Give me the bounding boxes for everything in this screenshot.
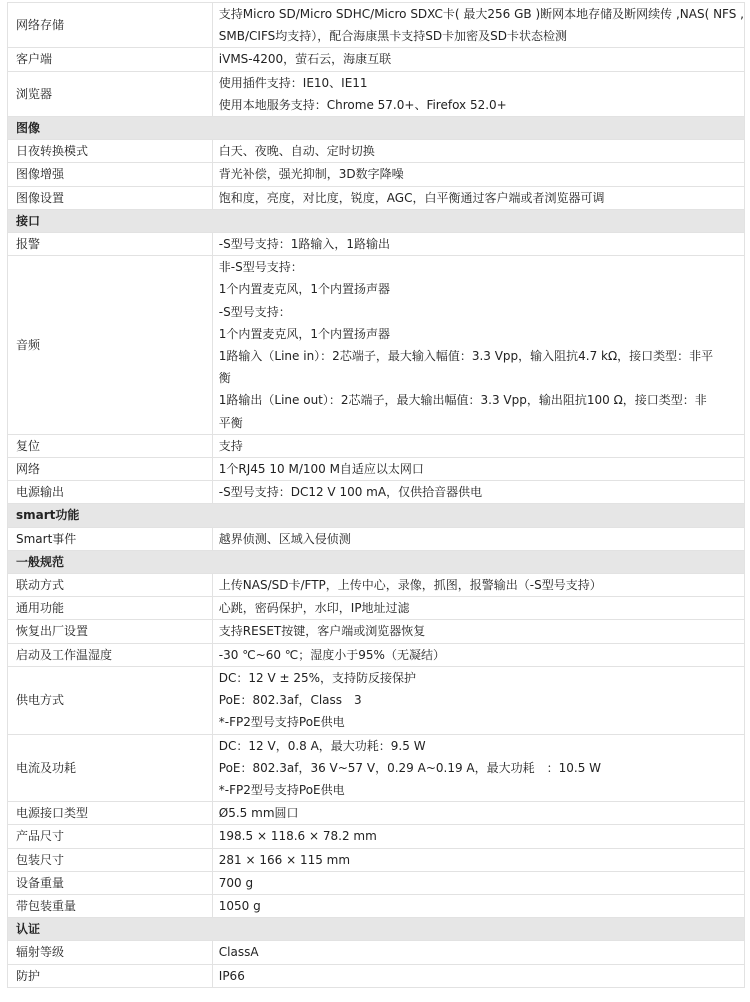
spec-row — [8, 481, 745, 504]
spec-value — [212, 734, 744, 802]
spec-label: 启动及工作温湿度 — [8, 643, 213, 666]
spec-value-line: 平衡 — [218, 415, 243, 430]
spec-label: 辐射等级 — [8, 941, 213, 964]
spec-value-line: PoE：802.3af，Class 3 — [218, 693, 362, 708]
spec-value-line: 支持Micro SD/Micro SDHC/Micro SDXC卡( 最大256 GB )断网本地存储及断网续传 ,NAS( NFS , — [218, 7, 744, 21]
spec-label: 电源接口类型 — [8, 802, 213, 825]
spec-value — [212, 597, 744, 620]
section-title: smart功能 — [8, 504, 745, 527]
spec-row — [8, 871, 745, 894]
spec-label: 图像增强 — [8, 163, 213, 186]
spec-value-line: 1个内置麦克风，1个内置扬声器 — [218, 326, 391, 341]
spec-value — [212, 620, 744, 643]
section-header-row — [8, 918, 745, 941]
section-title: 一般规范 — [8, 550, 745, 573]
spec-value-line: -S型号支持：1路输入，1路输出 — [218, 237, 390, 252]
section-header-row — [8, 117, 745, 140]
section-header-row — [8, 504, 745, 527]
spec-value — [212, 71, 744, 116]
spec-value — [212, 871, 744, 894]
spec-value-line: 衡 — [218, 371, 231, 386]
spec-value-line: *-FP2型号支持PoE供电 — [218, 715, 345, 730]
spec-row — [8, 434, 745, 457]
spec-value — [212, 140, 744, 163]
section-header-row — [8, 550, 745, 573]
spec-label: 网络存储 — [8, 3, 213, 48]
spec-value-line: 饱和度，亮度，对比度，锐度，AGC，白平衡通过客户端或者浏览器可调 — [218, 190, 605, 205]
spec-row — [8, 527, 745, 550]
spec-label: 日夜转换模式 — [8, 140, 213, 163]
spec-value — [212, 802, 744, 825]
spec-value-line: 1路输出（Line out）：2芯端子，最大输出幅值：3.3 Vpp，输出阻抗100 Ω，接口类型：非 — [218, 393, 707, 408]
spec-value-line: 1个内置麦克风，1个内置扬声器 — [218, 282, 391, 297]
spec-label: 供电方式 — [8, 666, 213, 734]
spec-row — [8, 48, 745, 71]
spec-value — [212, 941, 744, 964]
spec-value — [212, 964, 744, 987]
spec-value — [212, 186, 744, 209]
spec-value-line: 1050 g — [218, 898, 261, 913]
spec-value — [212, 666, 744, 734]
spec-table — [7, 2, 745, 988]
spec-row — [8, 574, 745, 597]
spec-row — [8, 825, 745, 848]
spec-value-line: IP66 — [218, 968, 245, 983]
spec-value-line: 281 × 166 × 115 mm — [218, 852, 351, 867]
spec-value — [212, 894, 744, 917]
spec-value-line: 心跳，密码保护，水印，IP地址过滤 — [218, 601, 410, 616]
spec-row — [8, 848, 745, 871]
spec-value-line: *-FP2型号支持PoE供电 — [218, 782, 345, 797]
spec-value — [212, 848, 744, 871]
spec-label: 图像设置 — [8, 186, 213, 209]
spec-value-line: -S型号支持：DC12 V 100 mA，仅供拾音器供电 — [218, 485, 483, 500]
spec-value — [212, 481, 744, 504]
spec-label: Smart事件 — [8, 527, 213, 550]
spec-row — [8, 894, 745, 917]
spec-row — [8, 734, 745, 802]
spec-value-line: 支持 — [218, 438, 243, 453]
spec-value — [212, 163, 744, 186]
spec-row — [8, 620, 745, 643]
spec-value-line: Ø5.5 mm圆口 — [218, 806, 299, 821]
spec-label: 复位 — [8, 434, 213, 457]
spec-label: 产品尺寸 — [8, 825, 213, 848]
spec-value-line: 支持RESET按键，客户端或浏览器恢复 — [218, 624, 426, 639]
spec-value-line: ClassA — [218, 945, 259, 960]
spec-row — [8, 163, 745, 186]
spec-label: 包装尺寸 — [8, 848, 213, 871]
spec-label: 电源输出 — [8, 481, 213, 504]
spec-value-line: iVMS-4200，萤石云，海康互联 — [218, 52, 392, 67]
spec-row — [8, 458, 745, 481]
spec-value — [212, 527, 744, 550]
spec-value-line: 700 g — [218, 875, 254, 890]
spec-row — [8, 256, 745, 435]
section-title: 接口 — [8, 209, 745, 232]
spec-value-line: 1个RJ45 10 M/100 M自适应以太网口 — [218, 462, 424, 477]
spec-label: 报警 — [8, 233, 213, 256]
spec-label: 网络 — [8, 458, 213, 481]
spec-row — [8, 597, 745, 620]
spec-value-line: 上传NAS/SD卡/FTP，上传中心，录像，抓图，报警输出（-S型号支持） — [218, 578, 602, 593]
spec-value-line: 越界侦测、区域入侵侦测 — [218, 531, 351, 546]
spec-row — [8, 3, 745, 48]
spec-value — [212, 643, 744, 666]
spec-label: 浏览器 — [8, 71, 213, 116]
spec-value — [212, 574, 744, 597]
spec-label: 带包装重量 — [8, 894, 213, 917]
spec-value-line: -30 ℃~60 ℃；湿度小于95%（无凝结） — [218, 647, 445, 662]
spec-value-line: 1路输入（Line in）：2芯端子，最大输入幅值：3.3 Vpp，输入阻抗4.7 kΩ，接口类型：非平 — [218, 349, 714, 364]
section-title: 认证 — [8, 918, 745, 941]
spec-value-line: 非-S型号支持： — [218, 260, 303, 275]
spec-value-line: SMB/CIFS均支持），配合海康黑卡支持SD卡加密及SD卡状态检测 — [218, 29, 567, 44]
spec-value-line: 198.5 × 118.6 × 78.2 mm — [218, 829, 377, 844]
spec-value-line: 背光补偿，强光抑制，3D数字降噪 — [218, 167, 404, 182]
spec-row — [8, 233, 745, 256]
spec-label: 电流及功耗 — [8, 734, 213, 802]
spec-label: 设备重量 — [8, 871, 213, 894]
spec-value-line: PoE：802.3af，36 V~57 V，0.29 A~0.19 A，最大功耗 ：10.5 W — [218, 760, 602, 775]
spec-label: 防护 — [8, 964, 213, 987]
spec-value — [212, 458, 744, 481]
spec-value — [212, 256, 744, 435]
spec-value — [212, 233, 744, 256]
spec-value-line: 使用本地服务支持：Chrome 57.0+、Firefox 52.0+ — [218, 97, 507, 112]
spec-value-line: DC：12 V，0.8 A，最大功耗：9.5 W — [218, 738, 426, 753]
spec-row — [8, 802, 745, 825]
spec-value-line: 白天、夜晚、自动、定时切换 — [218, 144, 375, 159]
spec-value — [212, 434, 744, 457]
spec-row — [8, 71, 745, 116]
spec-row — [8, 964, 745, 987]
spec-row — [8, 941, 745, 964]
spec-value — [212, 48, 744, 71]
spec-value — [212, 825, 744, 848]
section-header-row — [8, 209, 745, 232]
spec-label: 音频 — [8, 256, 213, 435]
section-title: 图像 — [8, 117, 745, 140]
spec-row — [8, 140, 745, 163]
spec-label: 联动方式 — [8, 574, 213, 597]
spec-label: 恢复出厂设置 — [8, 620, 213, 643]
spec-row — [8, 643, 745, 666]
spec-value-line: -S型号支持： — [218, 304, 291, 319]
spec-row — [8, 186, 745, 209]
spec-label: 客户端 — [8, 48, 213, 71]
spec-row — [8, 666, 745, 734]
spec-value-line: DC：12 V ± 25%，支持防反接保护 — [218, 670, 417, 685]
spec-value — [212, 3, 744, 48]
spec-value-line: 使用插件支持：IE10、IE11 — [218, 75, 368, 90]
spec-label: 通用功能 — [8, 597, 213, 620]
